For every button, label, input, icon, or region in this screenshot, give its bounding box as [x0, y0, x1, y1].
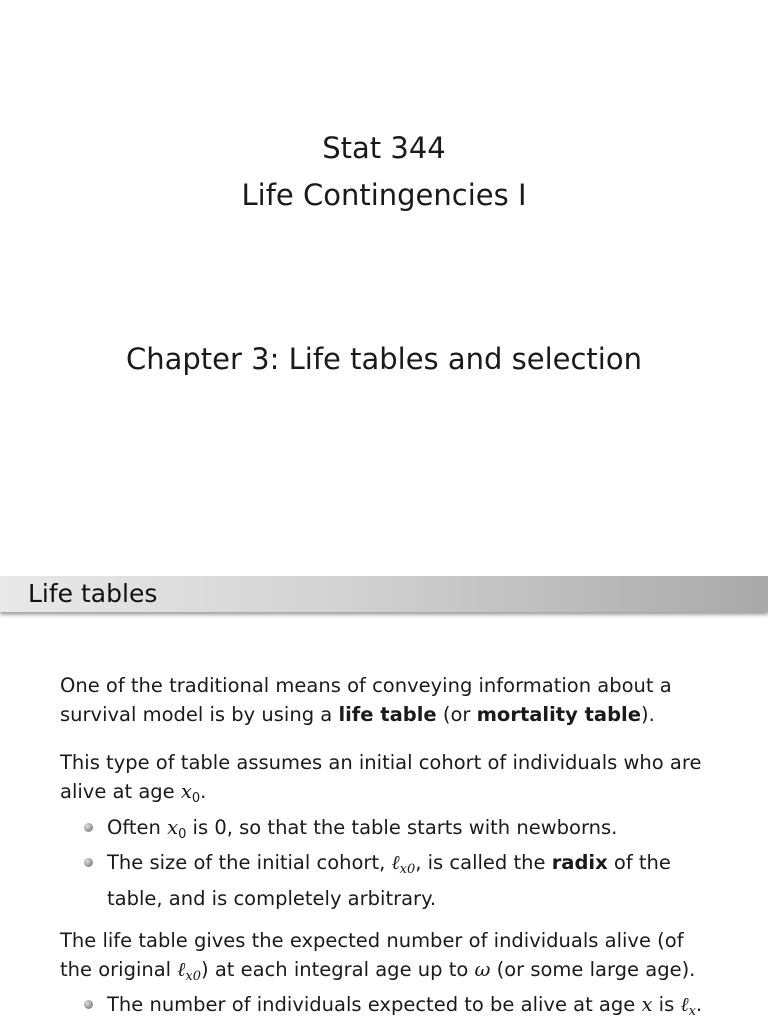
- chapter-title: Chapter 3: Life tables and selection: [126, 342, 642, 376]
- bullet-icon: [84, 858, 93, 867]
- frame-header-bar: [0, 576, 768, 612]
- list-item-lx: The number of individuals expected to be alive at age x is ℓ$_x$.: [107, 993, 703, 1019]
- content-slide: [0, 576, 768, 1024]
- term-mortality-table: mortality table: [476, 703, 641, 726]
- frame-title: Life tables: [28, 579, 158, 608]
- paragraph-initial-cohort: This type of table assumes an initial cohort of individuals who are alive at age $x_0$.: [60, 751, 702, 806]
- bullet-icon: [84, 823, 93, 832]
- list-item-newborns: Often $x_0$ is 0, so that the table starts with newborns.: [107, 816, 618, 842]
- term-life-table: life table: [338, 703, 437, 726]
- term-radix: radix: [551, 851, 608, 874]
- paragraph-life-table-intro: One of the traditional means of conveying information about a survival model is by using a life table (or mortality table).: [60, 674, 672, 726]
- course-number: Stat 344: [322, 131, 446, 165]
- paragraph-expected-number: The life table gives the expected number of individuals alive (of the original ℓ$_{x0}$) at each integral age up to ω (or some large age).: [60, 929, 696, 984]
- bullet-icon: [84, 1000, 93, 1009]
- course-name: Life Contingencies I: [241, 178, 527, 212]
- list-item-radix: The size of the initial cohort, ℓ$_{x0}$, is called the radix of the table, and is completely arbitrary.: [107, 851, 671, 910]
- math-omega: ω: [474, 958, 491, 981]
- math-x: x: [180, 780, 192, 803]
